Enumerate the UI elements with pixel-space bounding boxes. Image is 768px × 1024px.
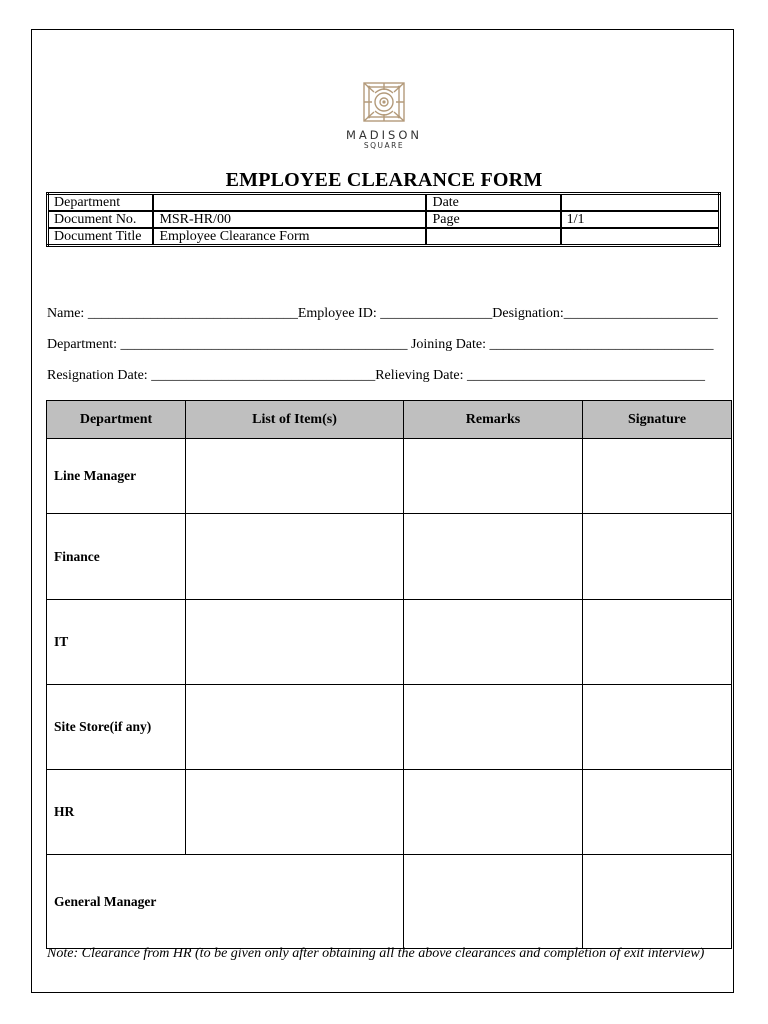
row-department: Line Manager <box>47 439 186 514</box>
header-department: Department <box>47 401 186 439</box>
document-title-value: Employee Clearance Form <box>153 228 426 246</box>
items-cell[interactable] <box>186 600 404 685</box>
clearance-header-row <box>47 401 732 439</box>
form-title: EMPLOYEE CLEARANCE FORM <box>225 169 543 191</box>
ornament-icon <box>361 80 407 124</box>
signature-cell[interactable] <box>583 855 732 949</box>
empty-cell <box>426 228 560 246</box>
table-row <box>47 600 732 685</box>
brand-sub: SQUARE <box>363 141 405 150</box>
document-title-label: Document Title <box>48 228 154 246</box>
document-no-value: MSR-HR/00 <box>153 211 426 228</box>
department-value[interactable] <box>153 194 426 212</box>
signature-cell[interactable] <box>583 770 732 855</box>
document-no-label: Document No. <box>48 211 154 228</box>
signature-cell[interactable] <box>583 439 732 514</box>
items-cell[interactable] <box>186 685 404 770</box>
row-department: HR <box>47 770 186 855</box>
page-label: Page <box>426 211 560 228</box>
signature-cell[interactable] <box>583 514 732 600</box>
meta-row-document-no <box>48 211 720 228</box>
table-row <box>47 770 732 855</box>
row-department: IT <box>47 600 186 685</box>
remarks-cell[interactable] <box>404 685 583 770</box>
remarks-cell[interactable] <box>404 855 583 949</box>
empty-cell <box>561 228 720 246</box>
header-signature: Signature <box>583 401 732 439</box>
row-department: Finance <box>47 514 186 600</box>
row-department: General Manager <box>47 855 404 949</box>
brand-logo <box>0 80 768 150</box>
header-items: List of Item(s) <box>186 401 404 439</box>
items-cell[interactable] <box>186 439 404 514</box>
department-label: Department <box>48 194 154 212</box>
table-row <box>47 439 732 514</box>
signature-cell[interactable] <box>583 685 732 770</box>
document-info-table <box>46 192 721 247</box>
table-row <box>47 855 732 949</box>
remarks-cell[interactable] <box>404 514 583 600</box>
header-remarks: Remarks <box>404 401 583 439</box>
meta-row-department <box>48 194 720 212</box>
remarks-cell[interactable] <box>404 770 583 855</box>
signature-cell[interactable] <box>583 600 732 685</box>
clearance-note: Note: Clearance from HR (to be given only after obtaining all the above clearances and completion of exit interview) <box>47 946 705 961</box>
table-row <box>47 685 732 770</box>
resignation-relieving-line[interactable]: Resignation Date: ________________________________Relieving Date: __________________________________ <box>47 368 705 383</box>
brand-name: MADISON <box>346 128 422 142</box>
remarks-cell[interactable] <box>404 600 583 685</box>
items-cell[interactable] <box>186 770 404 855</box>
row-department: Site Store(if any) <box>47 685 186 770</box>
table-row <box>47 514 732 600</box>
remarks-cell[interactable] <box>404 439 583 514</box>
department-joining-line[interactable]: Department: _________________________________________ Joining Date: ________________________________ <box>47 337 714 352</box>
clearance-table <box>46 400 732 949</box>
page-value: 1/1 <box>561 211 720 228</box>
employee-info-line[interactable]: Name: ______________________________Employee ID: ________________Designation:______________________ <box>47 306 718 321</box>
meta-row-document-title <box>48 228 720 246</box>
items-cell[interactable] <box>186 514 404 600</box>
date-value[interactable] <box>561 194 720 212</box>
date-label: Date <box>426 194 560 212</box>
